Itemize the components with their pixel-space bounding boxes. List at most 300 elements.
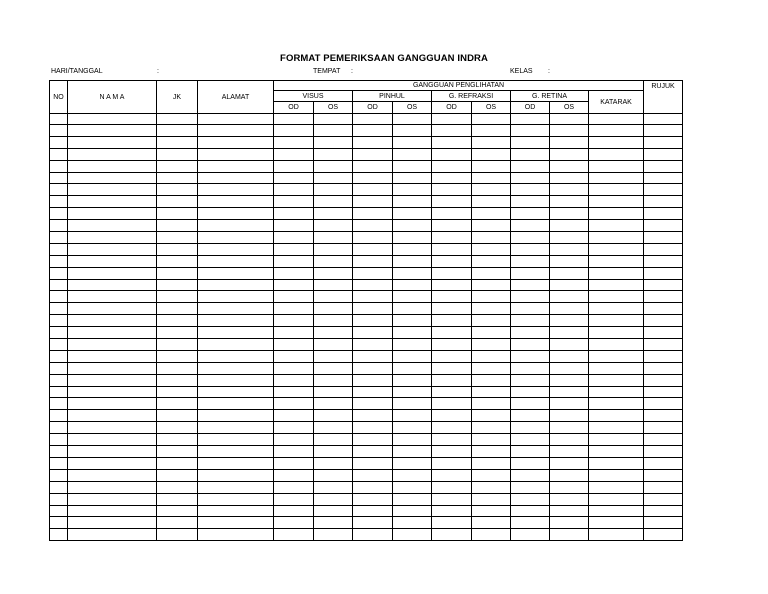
table-cell	[550, 303, 589, 315]
table-cell	[644, 327, 683, 339]
table-cell	[314, 160, 353, 172]
table-cell	[432, 279, 472, 291]
table-cell	[432, 172, 472, 184]
table-row	[50, 291, 683, 303]
table-cell	[644, 505, 683, 517]
table-cell	[353, 136, 393, 148]
table-row	[50, 327, 683, 339]
table-cell	[274, 374, 314, 386]
table-cell	[157, 291, 198, 303]
table-cell	[50, 386, 68, 398]
table-cell	[198, 350, 274, 362]
table-cell	[157, 196, 198, 208]
table-cell	[50, 220, 68, 232]
table-cell	[274, 481, 314, 493]
table-cell	[314, 410, 353, 422]
visus-os-header: OS	[314, 102, 353, 114]
table-cell	[198, 434, 274, 446]
table-cell	[472, 184, 511, 196]
table-cell	[353, 232, 393, 244]
table-cell	[353, 279, 393, 291]
table-cell	[511, 303, 550, 315]
table-cell	[472, 255, 511, 267]
table-cell	[50, 469, 68, 481]
table-cell	[644, 517, 683, 529]
table-cell	[50, 422, 68, 434]
table-cell	[589, 529, 644, 541]
table-row	[50, 172, 683, 184]
table-cell	[589, 434, 644, 446]
table-cell	[589, 148, 644, 160]
table-cell	[314, 446, 353, 458]
table-cell	[50, 529, 68, 541]
table-row	[50, 505, 683, 517]
table-cell	[511, 291, 550, 303]
table-cell	[353, 148, 393, 160]
table-cell	[472, 481, 511, 493]
table-cell	[644, 208, 683, 220]
table-cell	[589, 374, 644, 386]
table-cell	[472, 434, 511, 446]
col-no-header: NO	[50, 81, 68, 114]
table-cell	[550, 410, 589, 422]
col-nama-header: N A M A	[68, 81, 157, 114]
table-cell	[68, 339, 157, 351]
table-cell	[314, 220, 353, 232]
table-cell	[157, 303, 198, 315]
table-cell	[50, 136, 68, 148]
table-cell	[644, 279, 683, 291]
table-row	[50, 243, 683, 255]
table-cell	[353, 374, 393, 386]
table-cell	[393, 362, 432, 374]
table-cell	[511, 386, 550, 398]
examination-table	[49, 80, 683, 541]
table-cell	[353, 220, 393, 232]
table-cell	[68, 350, 157, 362]
table-cell	[198, 136, 274, 148]
table-row	[50, 232, 683, 244]
table-cell	[550, 315, 589, 327]
table-cell	[353, 125, 393, 137]
table-cell	[198, 196, 274, 208]
table-cell	[511, 172, 550, 184]
table-cell	[353, 339, 393, 351]
table-row	[50, 303, 683, 315]
table-cell	[68, 410, 157, 422]
table-cell	[550, 362, 589, 374]
table-cell	[550, 350, 589, 362]
table-cell	[274, 136, 314, 148]
table-cell	[157, 208, 198, 220]
table-cell	[589, 243, 644, 255]
table-cell	[314, 481, 353, 493]
table-cell	[157, 315, 198, 327]
table-cell	[472, 410, 511, 422]
table-cell	[198, 172, 274, 184]
table-cell	[432, 422, 472, 434]
katarak-header: KATARAK	[589, 91, 644, 114]
table-cell	[472, 279, 511, 291]
table-cell	[550, 208, 589, 220]
table-row	[50, 136, 683, 148]
table-cell	[432, 350, 472, 362]
table-cell	[644, 172, 683, 184]
table-cell	[157, 267, 198, 279]
table-cell	[198, 398, 274, 410]
table-cell	[353, 362, 393, 374]
table-cell	[393, 279, 432, 291]
table-cell	[589, 303, 644, 315]
table-cell	[432, 434, 472, 446]
table-cell	[314, 279, 353, 291]
table-cell	[274, 517, 314, 529]
table-cell	[393, 469, 432, 481]
table-cell	[472, 446, 511, 458]
table-cell	[472, 315, 511, 327]
table-cell	[198, 327, 274, 339]
table-row	[50, 362, 683, 374]
col-jk-header: JK	[157, 81, 198, 114]
table-cell	[511, 398, 550, 410]
table-cell	[274, 160, 314, 172]
table-cell	[393, 410, 432, 422]
table-cell	[157, 136, 198, 148]
table-cell	[68, 505, 157, 517]
table-cell	[472, 339, 511, 351]
table-cell	[589, 339, 644, 351]
table-cell	[511, 220, 550, 232]
table-row	[50, 529, 683, 541]
table-cell	[157, 517, 198, 529]
table-cell	[68, 136, 157, 148]
table-cell	[432, 327, 472, 339]
table-cell	[198, 291, 274, 303]
table-cell	[644, 255, 683, 267]
table-cell	[50, 303, 68, 315]
table-cell	[432, 208, 472, 220]
table-cell	[472, 386, 511, 398]
table-cell	[314, 291, 353, 303]
table-cell	[157, 457, 198, 469]
table-cell	[550, 398, 589, 410]
table-cell	[198, 422, 274, 434]
retina-header: G. RETINA	[511, 91, 589, 102]
table-cell	[644, 243, 683, 255]
table-cell	[314, 327, 353, 339]
table-cell	[393, 493, 432, 505]
table-row	[50, 446, 683, 458]
table-cell	[314, 457, 353, 469]
table-cell	[198, 339, 274, 351]
table-cell	[644, 196, 683, 208]
table-cell	[157, 422, 198, 434]
table-cell	[550, 255, 589, 267]
table-cell	[589, 350, 644, 362]
table-cell	[353, 493, 393, 505]
table-cell	[589, 386, 644, 398]
table-cell	[353, 303, 393, 315]
table-cell	[511, 434, 550, 446]
table-cell	[511, 339, 550, 351]
table-cell	[198, 505, 274, 517]
table-cell	[353, 291, 393, 303]
table-cell	[550, 529, 589, 541]
table-cell	[432, 339, 472, 351]
table-cell	[472, 125, 511, 137]
table-cell	[432, 243, 472, 255]
table-cell	[472, 350, 511, 362]
table-cell	[589, 493, 644, 505]
table-cell	[511, 327, 550, 339]
table-cell	[274, 196, 314, 208]
table-cell	[274, 303, 314, 315]
table-cell	[274, 279, 314, 291]
table-cell	[511, 136, 550, 148]
table-cell	[274, 469, 314, 481]
table-cell	[511, 267, 550, 279]
tempat-label: TEMPAT	[313, 68, 341, 75]
table-cell	[353, 350, 393, 362]
table-cell	[393, 505, 432, 517]
table-cell	[274, 398, 314, 410]
table-cell	[198, 529, 274, 541]
table-cell	[314, 505, 353, 517]
table-cell	[589, 279, 644, 291]
table-cell	[314, 493, 353, 505]
table-cell	[314, 315, 353, 327]
table-cell	[50, 434, 68, 446]
table-cell	[472, 327, 511, 339]
table-cell	[314, 232, 353, 244]
table-cell	[274, 255, 314, 267]
table-cell	[314, 255, 353, 267]
table-cell	[393, 136, 432, 148]
table-cell	[274, 529, 314, 541]
table-cell	[644, 410, 683, 422]
table-cell	[353, 196, 393, 208]
table-cell	[644, 232, 683, 244]
table-cell	[432, 386, 472, 398]
table-cell	[644, 493, 683, 505]
table-cell	[157, 220, 198, 232]
visus-header: VISUS	[274, 91, 353, 102]
table-cell	[157, 125, 198, 137]
pinhul-os-header: OS	[393, 102, 432, 114]
table-row	[50, 279, 683, 291]
table-cell	[50, 267, 68, 279]
table-cell	[68, 434, 157, 446]
table-cell	[314, 148, 353, 160]
table-cell	[393, 148, 432, 160]
table-cell	[550, 279, 589, 291]
table-cell	[274, 315, 314, 327]
table-cell	[393, 267, 432, 279]
table-row	[50, 493, 683, 505]
table-cell	[644, 386, 683, 398]
table-cell	[432, 125, 472, 137]
table-cell	[353, 410, 393, 422]
table-row	[50, 469, 683, 481]
table-cell	[50, 232, 68, 244]
table-cell	[157, 160, 198, 172]
table-cell	[432, 148, 472, 160]
table-cell	[50, 505, 68, 517]
table-cell	[353, 517, 393, 529]
table-cell	[393, 434, 432, 446]
table-cell	[511, 493, 550, 505]
table-cell	[589, 184, 644, 196]
table-cell	[274, 184, 314, 196]
table-cell	[50, 160, 68, 172]
table-cell	[589, 220, 644, 232]
table-row	[50, 374, 683, 386]
table-cell	[50, 446, 68, 458]
table-cell	[198, 493, 274, 505]
table-cell	[644, 434, 683, 446]
table-cell	[198, 184, 274, 196]
table-cell	[644, 184, 683, 196]
table-cell	[68, 457, 157, 469]
table-cell	[157, 255, 198, 267]
table-cell	[314, 398, 353, 410]
table-cell	[550, 172, 589, 184]
table-cell	[274, 386, 314, 398]
table-cell	[511, 457, 550, 469]
table-cell	[432, 184, 472, 196]
table-cell	[50, 517, 68, 529]
table-cell	[157, 148, 198, 160]
table-cell	[274, 505, 314, 517]
table-cell	[393, 422, 432, 434]
table-cell	[432, 232, 472, 244]
table-cell	[550, 505, 589, 517]
table-cell	[644, 422, 683, 434]
table-cell	[472, 267, 511, 279]
table-cell	[353, 481, 393, 493]
table-cell	[50, 350, 68, 362]
table-cell	[68, 220, 157, 232]
table-cell	[274, 339, 314, 351]
table-cell	[472, 291, 511, 303]
table-cell	[511, 505, 550, 517]
table-cell	[314, 267, 353, 279]
table-cell	[353, 184, 393, 196]
table-cell	[589, 196, 644, 208]
table-cell	[472, 517, 511, 529]
table-cell	[589, 136, 644, 148]
table-cell	[511, 232, 550, 244]
table-cell	[589, 398, 644, 410]
table-cell	[157, 172, 198, 184]
table-cell	[157, 469, 198, 481]
table-cell	[50, 148, 68, 160]
table-cell	[550, 469, 589, 481]
table-cell	[644, 160, 683, 172]
table-cell	[198, 481, 274, 493]
table-cell	[393, 327, 432, 339]
table-cell	[644, 136, 683, 148]
table-row	[50, 398, 683, 410]
table-cell	[393, 208, 432, 220]
table-cell	[472, 469, 511, 481]
table-cell	[314, 350, 353, 362]
table-cell	[68, 386, 157, 398]
table-cell	[198, 208, 274, 220]
table-row	[50, 184, 683, 196]
table-cell	[393, 184, 432, 196]
table-cell	[314, 184, 353, 196]
table-cell	[50, 398, 68, 410]
table-cell	[314, 362, 353, 374]
table-cell	[511, 422, 550, 434]
table-cell	[274, 446, 314, 458]
table-cell	[472, 493, 511, 505]
table-cell	[644, 446, 683, 458]
table-cell	[550, 386, 589, 398]
table-cell	[472, 398, 511, 410]
table-cell	[472, 374, 511, 386]
table-row	[50, 457, 683, 469]
table-cell	[550, 434, 589, 446]
table-cell	[511, 148, 550, 160]
table-cell	[274, 493, 314, 505]
table-cell	[68, 446, 157, 458]
visus-od-header: OD	[274, 102, 314, 114]
table-cell	[644, 350, 683, 362]
table-cell	[274, 327, 314, 339]
table-cell	[314, 422, 353, 434]
table-cell	[353, 434, 393, 446]
table-cell	[589, 362, 644, 374]
table-cell	[432, 493, 472, 505]
table-cell	[157, 350, 198, 362]
table-cell	[511, 410, 550, 422]
table-cell	[393, 529, 432, 541]
table-cell	[472, 505, 511, 517]
table-cell	[589, 446, 644, 458]
table-cell	[353, 160, 393, 172]
table-cell	[511, 196, 550, 208]
pinhul-header: PINHUL	[353, 91, 432, 102]
table-cell	[393, 386, 432, 398]
table-cell	[589, 481, 644, 493]
table-cell	[157, 243, 198, 255]
table-cell	[550, 339, 589, 351]
table-cell	[157, 386, 198, 398]
table-cell	[511, 184, 550, 196]
header-row-1	[50, 81, 683, 91]
table-cell	[511, 481, 550, 493]
tempat-colon: :	[351, 68, 353, 75]
table-cell	[274, 434, 314, 446]
table-cell	[353, 422, 393, 434]
pinhul-od-header: OD	[353, 102, 393, 114]
table-cell	[198, 374, 274, 386]
table-cell	[157, 481, 198, 493]
table-cell	[393, 350, 432, 362]
table-cell	[589, 125, 644, 137]
gangguan-penglihatan-header: GANGGUAN PENGLIHATAN	[274, 81, 644, 91]
table-cell	[550, 374, 589, 386]
table-cell	[589, 255, 644, 267]
table-cell	[68, 422, 157, 434]
header-spacer-row	[50, 114, 683, 125]
table-cell	[472, 457, 511, 469]
table-cell	[353, 505, 393, 517]
table-cell	[393, 125, 432, 137]
table-cell	[432, 267, 472, 279]
